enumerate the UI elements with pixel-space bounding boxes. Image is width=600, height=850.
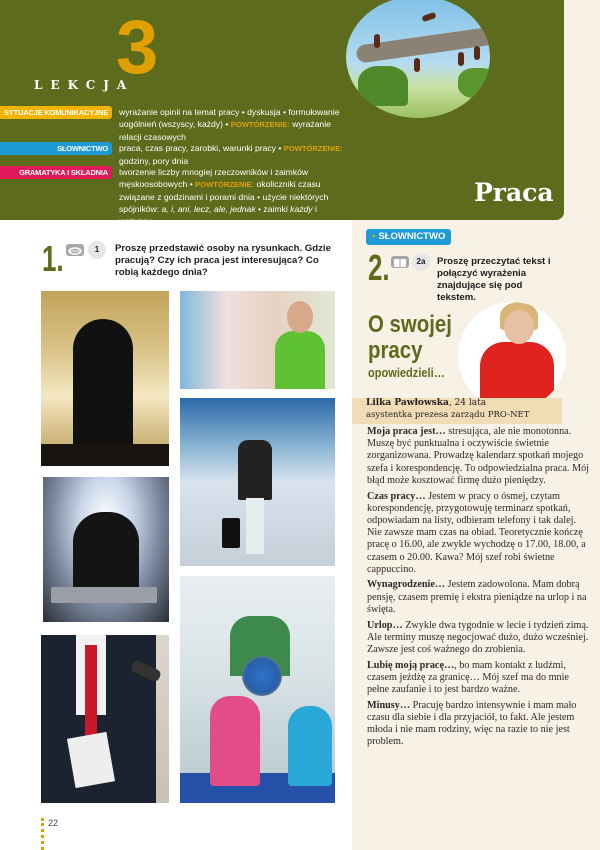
exercise-instruction: Proszę przeczytać tekst i połączyć wyrażenia znajdujące się pod tekstem.	[437, 256, 551, 303]
turntable-shape	[51, 587, 157, 603]
lesson-title: Praca	[474, 178, 554, 207]
topic-text: wyrażanie opinii na temat pracy • dyskusja • formułowanie uogólnień (wszyscy, każdy) •	[119, 107, 340, 129]
ground-shape	[41, 444, 169, 466]
paragraph-lead: Urlop…	[367, 619, 403, 631]
page-number: 22	[48, 818, 59, 828]
paragraph-text: stresująca, ale nie monotonna. Muszę być punktualna i oczywiście świetnie zorganizowana. Prowadzę kalendarz spotkań mojego szefa i korespondencję. To odpowiedzialna praca. Mój błąd może kosztować firmę dużo pieniędzy.	[367, 426, 590, 486]
person-name: Lilka Pawłowska	[366, 398, 449, 408]
photo-woman-portrait	[458, 302, 566, 410]
child-shape	[288, 706, 332, 786]
silhouette-shape	[73, 512, 139, 592]
topic-tag-communication: SYTUACJE KOMUNIKACYJNE	[0, 106, 112, 119]
exercise-number: 2.	[368, 247, 390, 288]
topic-row-vocabulary	[0, 142, 112, 155]
ants-on-branch-photo	[346, 0, 490, 118]
article-paragraph	[367, 620, 592, 657]
paragraph-text: Pracuję bardzo intensywnie i mam mało czasu dla siebie i dla przyjaciół, to fakt. Ale jestem młoda i nie mam rodziny, więc na razie to nie jest problem.	[367, 699, 577, 748]
ant-icon	[458, 52, 464, 66]
photo-politician-press	[41, 635, 169, 803]
head-shape	[287, 301, 313, 333]
article-paragraph	[367, 579, 592, 616]
topic-text: praca, czas pracy, zarobki, warunki pracy •	[119, 143, 284, 153]
article-paragraph	[367, 660, 592, 697]
suitcase-shape	[222, 518, 240, 548]
section-tag-label: SŁOWNICTWO	[378, 231, 446, 242]
paragraph-lead: Minusy…	[367, 699, 411, 711]
paragraph-text: , bo mam kontakt z ludźmi, czasem jeżdżę za granicę… Mój szef ma do mnie pełne zaufanie i to jest bardzo ważne.	[367, 659, 569, 696]
moss-shape	[458, 68, 490, 98]
repetition-label: POWTÓRZENIE:	[283, 144, 343, 153]
article-body	[367, 426, 592, 752]
speak-lips-icon	[66, 244, 84, 256]
section-tag-vocabulary	[366, 229, 451, 245]
paper-shape	[67, 732, 115, 788]
article-title-line: O swojej	[368, 311, 452, 338]
topic-text: godziny, pory dnia	[119, 156, 189, 166]
person-job: asystentka prezesa zarządu PRO-NET	[366, 410, 530, 420]
lesson-header	[0, 0, 564, 226]
article-title	[368, 312, 467, 382]
topic-row-communication	[0, 106, 112, 119]
paragraph-lead: Lubię moją pracę…	[367, 659, 455, 671]
child-shape	[210, 696, 260, 786]
topic-tag-vocabulary: SŁOWNICTWO	[0, 142, 112, 155]
silhouette-shape	[73, 319, 133, 454]
topic-row-grammar	[0, 166, 112, 179]
person-age: , 24 lata	[448, 398, 487, 408]
topic-text-grammar	[119, 166, 349, 227]
article-subtitle: opowiedzieli…	[368, 365, 445, 380]
ant-icon	[421, 12, 436, 22]
audio-track-badge[interactable]: 2a	[412, 253, 430, 271]
ant-icon	[474, 46, 480, 60]
page-number-dots	[41, 818, 44, 850]
article-paragraph	[367, 700, 592, 749]
photo-teacher-with-children	[180, 576, 335, 803]
topic-italic: wszyscy	[119, 216, 151, 226]
audio-track-badge[interactable]: 1	[88, 241, 106, 259]
article-title-line: pracy	[368, 337, 423, 364]
paragraph-lead: Czas pracy…	[367, 490, 426, 502]
paragraph-lead: Wynagrodzenie…	[367, 579, 446, 591]
legs-shape	[246, 498, 264, 554]
suit-shape	[238, 440, 272, 500]
topic-text-communication	[119, 106, 349, 143]
article-paragraph	[367, 491, 592, 576]
photo-cashier	[180, 291, 335, 389]
topic-italic: a, i, ani, lecz, ale, jednak	[161, 204, 256, 214]
bullet-icon: •	[372, 231, 376, 242]
paragraph-lead: Moja praca jest…	[367, 426, 446, 437]
repetition-label: POWTÓRZENIE:	[230, 120, 290, 129]
paragraph-text: Jestem w pracy o ósmej, czytam korespondencję, przygotowuję terminarz spotkań, odpowiadam na listy, odbieram telefony i tak dalej. Nie zawsze mam czas na obiad. Teoretycznie kończę pracę o 16.00, ale zwykle wychodzę o 17.00, 18.00, a czasem o 20.00. Kawa? Mój szef robi świetne cappuccino.	[367, 490, 586, 575]
vest-shape	[275, 331, 325, 389]
person-caption	[366, 398, 486, 408]
topic-tag-grammar: GRAMATYKA I SKŁADNIA	[0, 166, 112, 179]
lesson-label: LEKCJA	[34, 78, 135, 92]
paragraph-text: Zwykle dwa tygodnie w lecie i tydzień zimą. Ale terminy muszę negocjować dużo, dużo wcześniej. Zawsze jest coś ważnego do zrobienia.	[367, 619, 589, 655]
topic-text: • zaimki	[255, 204, 291, 214]
photo-soldier-silhouette	[41, 291, 169, 466]
face-shape	[504, 310, 534, 344]
repetition-label: POWTÓRZENIE:	[195, 180, 255, 189]
topic-text: i	[312, 204, 317, 214]
photo-businesswoman-airport	[180, 398, 335, 566]
lesson-number: 3	[116, 5, 159, 90]
article-paragraph	[367, 426, 592, 487]
globe-shape	[242, 656, 282, 696]
moss-shape	[358, 66, 408, 106]
book-icon	[391, 256, 409, 268]
topic-italic: każdy	[290, 204, 313, 214]
ant-icon	[374, 34, 380, 48]
topic-text: tworzenie liczby mnogiej rzeczowników i zaimków męskoosobowych •	[119, 167, 309, 189]
exercise-instruction: Proszę przedstawić osoby na rysunkach. Gdzie pracują? Czy ich praca jest interesująca? Co robią każdego dnia?	[115, 243, 331, 278]
ant-icon	[414, 58, 420, 72]
exercise-number: 1.	[42, 238, 64, 279]
topic-text: okoliczniki czasu związane z godzinami i porami dnia • użycie niektórych spójników:	[119, 179, 329, 214]
topic-text: wyrażanie relacji czasowych	[119, 119, 331, 142]
topic-text-vocabulary	[119, 142, 349, 167]
photo-dj	[43, 477, 169, 622]
paragraph-text: Jestem zadowolona. Mam dobrą pensję, czasem premię i ekstra pieniądze na urlop i na święta.	[367, 579, 587, 615]
